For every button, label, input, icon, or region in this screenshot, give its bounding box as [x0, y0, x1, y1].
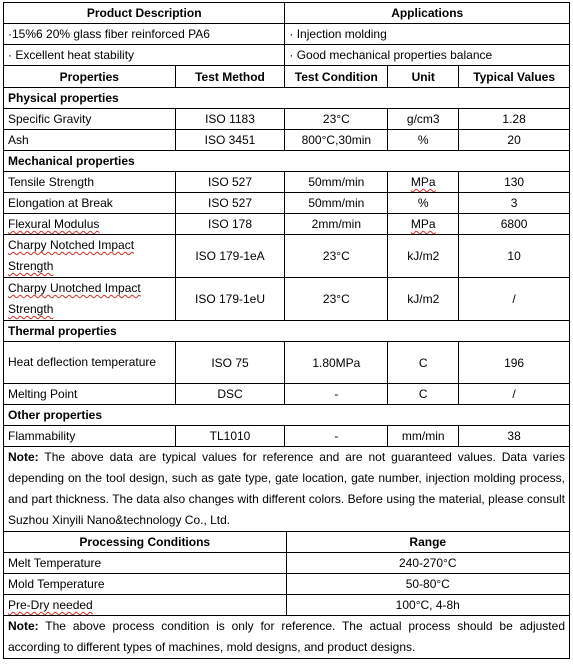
unit: MPa [410, 175, 436, 189]
typical-value: 3 [459, 193, 570, 214]
property-name: Charpy Unotched Impact Strength [8, 281, 141, 316]
table-row [4, 193, 570, 214]
processing-conditions-header: Processing Conditions [4, 532, 287, 553]
test-method: ISO 527 [175, 193, 285, 214]
table-row [4, 172, 570, 193]
note-label: Note: [8, 619, 39, 633]
test-method: ISO 179-1eA [175, 235, 285, 278]
note-label: Note: [8, 450, 39, 464]
unit: g/cm3 [388, 109, 459, 130]
unit: % [388, 130, 459, 151]
test-method: TL1010 [175, 426, 285, 447]
table-row [4, 426, 570, 447]
test-condition: 23°C [285, 235, 388, 278]
column-header-test-method: Test Method [175, 66, 285, 88]
processing-range: 50-80°C [286, 574, 569, 595]
test-condition: - [285, 426, 388, 447]
datasheet [3, 2, 570, 659]
property-name: Heat deflection temperature [4, 342, 176, 384]
data-note [4, 447, 570, 532]
typical-value: 6800 [459, 214, 570, 235]
typical-value: 196 [459, 342, 570, 384]
processing-name: Pre-Dry needed [8, 598, 93, 612]
table-row [4, 595, 570, 616]
typical-value: 38 [459, 426, 570, 447]
unit: mm/min [388, 426, 459, 447]
column-header-properties: Properties [4, 66, 176, 88]
unit: C [388, 342, 459, 384]
test-condition: 1.80MPa [285, 342, 388, 384]
table-row [4, 214, 570, 235]
property-name: Specific Gravity [4, 109, 176, 130]
table-row [4, 384, 570, 405]
section-title: Thermal properties [4, 321, 570, 342]
applications-header: Applications [285, 3, 570, 24]
test-method: ISO 1183 [175, 109, 285, 130]
product-description-header: Product Description [4, 3, 285, 24]
unit: kJ/m2 [388, 235, 459, 278]
test-condition: 23°C [285, 278, 388, 321]
range-header: Range [286, 532, 569, 553]
datasheet-table [3, 2, 570, 532]
property-name: Tensile Strength [4, 172, 176, 193]
test-method: ISO 75 [175, 342, 285, 384]
test-condition: 50mm/min [285, 172, 388, 193]
property-name: Flexural Modulus [8, 217, 100, 231]
section-title: Other properties [4, 405, 570, 426]
property-name: Ash [4, 130, 176, 151]
column-header-unit: Unit [388, 66, 459, 88]
unit: kJ/m2 [388, 278, 459, 321]
column-header-typical-values: Typical Values [459, 66, 570, 88]
property-name: Flammability [4, 426, 176, 447]
test-method: ISO 179-1eU [175, 278, 285, 321]
unit: % [388, 193, 459, 214]
property-name: Elongation at Break [4, 193, 176, 214]
test-condition: 2mm/min [285, 214, 388, 235]
table-row [4, 109, 570, 130]
typical-value: 1.28 [459, 109, 570, 130]
typical-value: 10 [459, 235, 570, 278]
application-line-2: · Good mechanical properties balance [285, 45, 570, 66]
test-method: ISO 178 [175, 214, 285, 235]
table-row [4, 342, 570, 384]
note-text: The above process condition is only for reference. The actual process should be adjusted according to different types of machines, mold designs, and product designs. [8, 619, 565, 654]
test-condition: 50mm/min [285, 193, 388, 214]
table-row [4, 130, 570, 151]
process-note [4, 616, 570, 659]
application-line-1: · Injection molding [285, 24, 570, 45]
section-title: Physical properties [4, 88, 570, 109]
table-row [4, 278, 570, 321]
processing-range: 240-270°C [286, 553, 569, 574]
test-condition: 23°C [285, 109, 388, 130]
table-row [4, 553, 570, 574]
unit: MPa [410, 217, 436, 231]
processing-name: Mold Temperature [4, 574, 287, 595]
property-name: Charpy Notched Impact Strength [8, 238, 135, 273]
test-condition: 800°C,30min [285, 130, 388, 151]
test-method: ISO 3451 [175, 130, 285, 151]
processing-table [3, 531, 570, 659]
section-title: Mechanical properties [4, 151, 570, 172]
table-row [4, 235, 570, 278]
typical-value: 20 [459, 130, 570, 151]
processing-range: 100°C, 4-8h [286, 595, 569, 616]
typical-value: / [459, 278, 570, 321]
column-header-test-condition: Test Condition [285, 66, 388, 88]
unit: C [388, 384, 459, 405]
property-name: Melting Point [4, 384, 176, 405]
table-row [4, 574, 570, 595]
typical-value: 130 [459, 172, 570, 193]
description-line-1: ·15%6 20% glass fiber reinforced PA6 [4, 24, 285, 45]
test-condition: - [285, 384, 388, 405]
test-method: ISO 527 [175, 172, 285, 193]
note-text: The above data are typical values for reference and are not guaranteed values. Data varies depending on the tool design, such as gate type, gate location, gate number, injection molding process, and part thickness. The data also changes with different colors. Before using the material, please consult Suzhou Xinyili Nano&technology Co., Ltd. [8, 450, 565, 527]
description-line-2: · Excellent heat stability [4, 45, 285, 66]
typical-value: / [459, 384, 570, 405]
processing-name: Melt Temperature [4, 553, 287, 574]
test-method: DSC [175, 384, 285, 405]
